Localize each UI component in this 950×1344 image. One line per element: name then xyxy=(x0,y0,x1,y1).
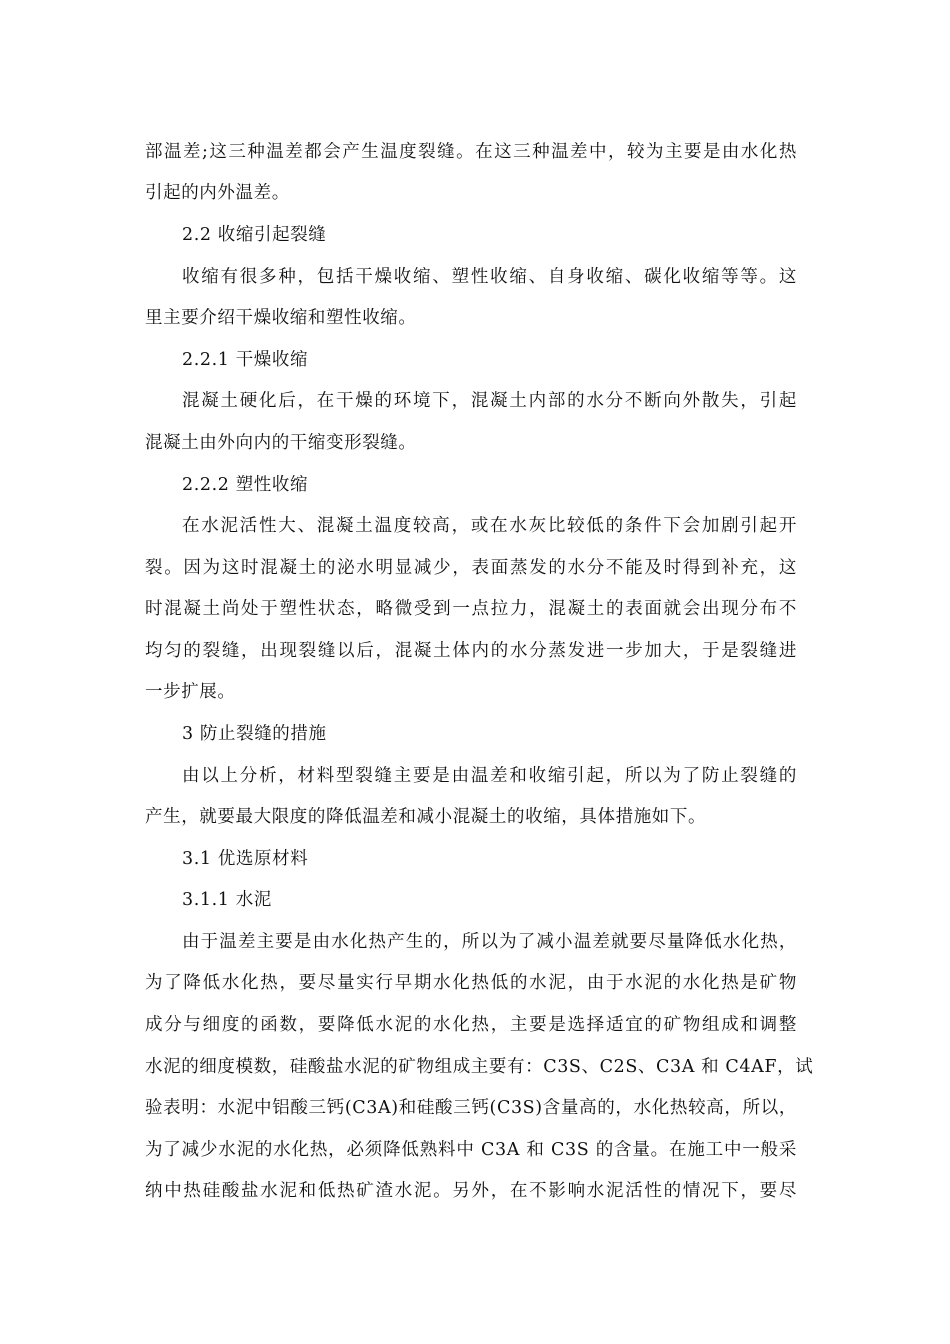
text-line-2: 引起的内外温差。 xyxy=(145,183,290,203)
text-line-1: 部温差;这三种温差都会产生温度裂缝。在这三种温差中，较为主要是由水化热 xyxy=(145,142,797,162)
text-line-12: 时混凝土尚处于塑性状态，略微受到一点拉力，混凝土的表面就会出现分布不 xyxy=(145,599,797,619)
text-line-20: 由于温差主要是由水化热产生的，所以为了减小温差就要尽量降低水化热， xyxy=(182,932,797,952)
text-line-13: 均匀的裂缝，出现裂缝以后，混凝土体内的水分蒸发进一步加大，于是裂缝进 xyxy=(145,641,797,661)
section-heading-3-1: 3.1 优选原材料 xyxy=(182,849,309,869)
text-line-26: 纳中热硅酸盐水泥和低热矿渣水泥。另外，在不影响水泥活性的情况下，要尽 xyxy=(145,1181,797,1201)
text-line-8: 混凝土由外向内的干缩变形裂缝。 xyxy=(145,433,417,453)
text-line-17: 产生，就要最大限度的降低温差和减小混凝土的收缩，具体措施如下。 xyxy=(145,807,707,827)
text-line-21: 为了降低水化热，要尽量实行早期水化热低的水泥，由于水泥的水化热是矿物 xyxy=(145,973,797,993)
text-line-14: 一步扩展。 xyxy=(145,682,236,702)
section-heading-3: 3 防止裂缝的措施 xyxy=(182,724,327,744)
section-heading-2-2: 2.2 收缩引起裂缝 xyxy=(182,225,327,245)
text-line-4: 收缩有很多种，包括干燥收缩、塑性收缩、自身收缩、碳化收缩等等。这 xyxy=(182,267,797,287)
text-line-7: 混凝土硬化后，在干燥的环境下，混凝土内部的水分不断向外散失，引起 xyxy=(182,391,797,411)
text-line-10: 在水泥活性大、混凝土温度较高，或在水灰比较低的条件下会加剧引起开 xyxy=(182,516,797,536)
text-line-24: 验表明：水泥中铝酸三钙(C3A)和硅酸三钙(C3S)含量高的，水化热较高，所以， xyxy=(145,1098,797,1118)
text-line-22: 成分与细度的函数，要降低水泥的水化热，主要是选择适宜的矿物组成和调整 xyxy=(145,1015,797,1035)
section-heading-2-2-1: 2.2.1 干燥收缩 xyxy=(182,350,309,370)
text-line-23: 水泥的细度模数，硅酸盐水泥的矿物组成主要有：C3S、C2S、C3A 和 C4AF，试 xyxy=(145,1057,814,1077)
section-heading-2-2-2: 2.2.2 塑性收缩 xyxy=(182,475,309,495)
text-line-25: 为了减少水泥的水化热，必须降低熟料中 C3A 和 C3S 的含量。在施工中一般采 xyxy=(145,1140,797,1160)
text-line-11: 裂。因为这时混凝土的泌水明显减少，表面蒸发的水分不能及时得到补充，这 xyxy=(145,558,797,578)
text-line-16: 由以上分析，材料型裂缝主要是由温差和收缩引起，所以为了防止裂缝的 xyxy=(182,766,797,786)
text-line-5: 里主要介绍干燥收缩和塑性收缩。 xyxy=(145,308,417,328)
section-heading-3-1-1: 3.1.1 水泥 xyxy=(182,890,272,910)
